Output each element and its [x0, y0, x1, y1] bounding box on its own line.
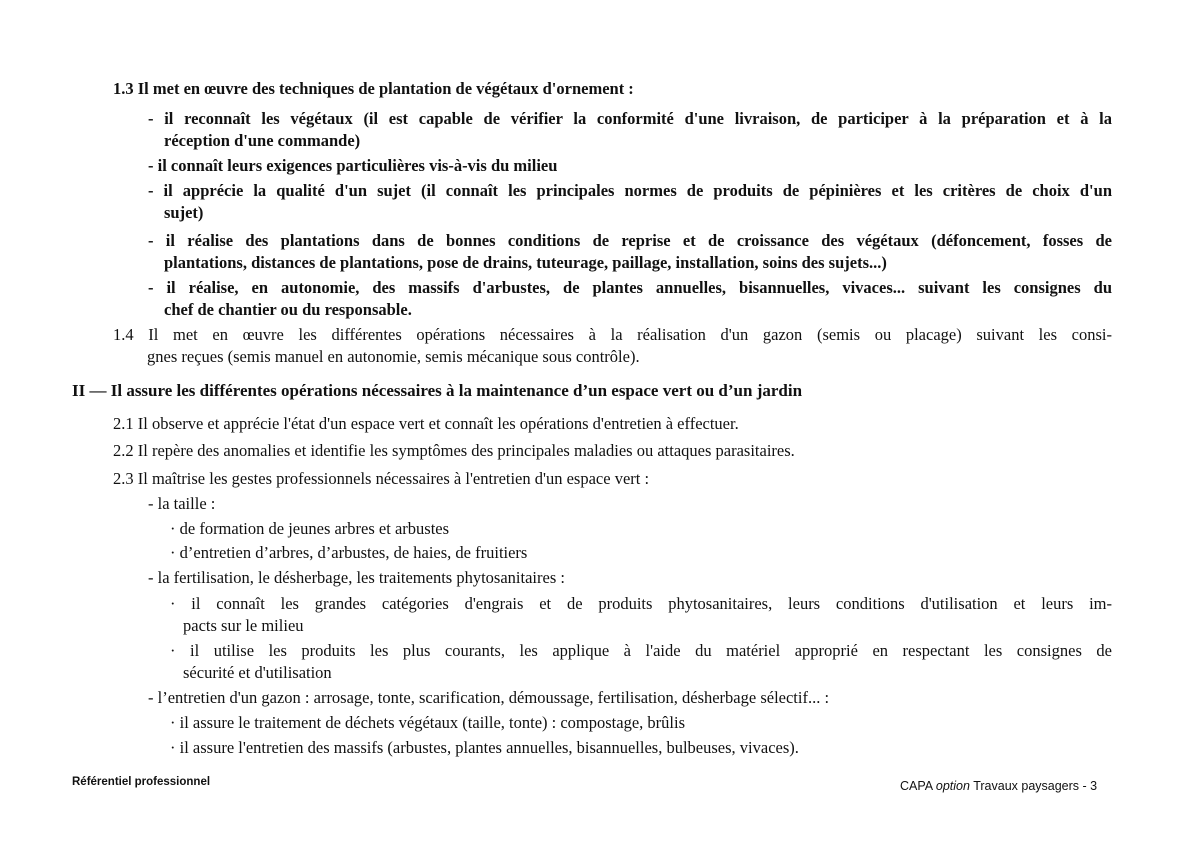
item-1-3-e: - il réalise, en autonomie, des massifs d'arbustes, de plantes annuelles, bisannuelles, vivaces... suivant les consignes du: [148, 278, 1112, 297]
item-1-3-c-cont: sujet): [164, 203, 204, 222]
item-taille: - la taille :: [148, 494, 216, 513]
heading-section-II: II — Il assure les différentes opérations nécessaires à la maintenance d’un espace vert ou d’un jardin: [72, 381, 803, 400]
item-fertilisation-produits-cont: sécurité et d'utilisation: [183, 663, 332, 682]
footer-left: Référentiel professionnel: [72, 776, 211, 788]
item-1-3-c: - il apprécie la qualité d'un sujet (il connaît les principales normes de produits de pépinières et les critères de choix d'un: [148, 181, 1112, 200]
item-1-3-a-cont: réception d'une commande): [164, 131, 361, 150]
item-1-3-b: - il connaît leurs exigences particulières vis-à-vis du milieu: [148, 156, 558, 175]
item-1-3-e-cont: chef de chantier ou du responsable.: [164, 300, 412, 319]
item-1-3-d-cont: plantations, distances de plantations, pose de drains, tuteurage, paillage, installation, soins des sujets...): [164, 253, 887, 272]
text-1-4: 1.4 Il met en œuvre les différentes opérations nécessaires à la réalisation d'un gazon (semis ou placage) suivant les consi-: [113, 325, 1112, 344]
footer-right: [900, 779, 1097, 793]
item-fertilisation: - la fertilisation, le désherbage, les traitements phytosanitaires :: [148, 568, 565, 587]
item-fertilisation-engrais-cont: pacts sur le milieu: [183, 616, 304, 635]
text-1-4-cont: gnes reçues (semis manuel en autonomie, semis mécanique sous contrôle).: [147, 347, 640, 366]
item-1-3-d: - il réalise des plantations dans de bonnes conditions de reprise et de croissance des végétaux (défoncement, fosses de: [148, 231, 1112, 250]
item-taille-formation: · de formation de jeunes arbres et arbustes: [170, 519, 450, 538]
text-2-2: 2.2 Il repère des anomalies et identifie les symptômes des principales maladies ou attaques parasitaires.: [113, 441, 795, 460]
item-fertilisation-produits: · il utilise les produits les plus courants, les applique à l'aide du matériel approprié en respectant les consignes de: [170, 641, 1112, 660]
text-2-1: 2.1 Il observe et apprécie l'état d'un espace vert et connaît les opérations d'entretien à effectuer.: [113, 414, 739, 433]
footer-right-prefix: CAPA: [900, 779, 936, 793]
item-gazon: - l’entretien d'un gazon : arrosage, tonte, scarification, démoussage, fertilisation, désherbage sélectif... :: [148, 688, 830, 707]
footer-right-suffix: Travaux paysagers - 3: [969, 779, 1098, 793]
item-fertilisation-engrais: · il connaît les grandes catégories d'engrais et de produits phytosanitaires, leurs conditions d'utilisation et leurs im-: [170, 594, 1112, 613]
item-taille-entretien: · d’entretien d’arbres, d’arbustes, de haies, de fruitiers: [170, 543, 528, 562]
item-1-3-a: - il reconnaît les végétaux (il est capable de vérifier la conformité d'une livraison, de participer à la préparation et à la: [148, 109, 1112, 128]
footer-right-italic: option: [935, 779, 970, 793]
heading-1-3: 1.3 Il met en œuvre des techniques de plantation de végétaux d'ornement :: [113, 79, 634, 98]
heading-2-3: 2.3 Il maîtrise les gestes professionnels nécessaires à l'entretien d'un espace vert :: [113, 469, 650, 488]
item-gazon-massifs: · il assure l'entretien des massifs (arbustes, plantes annuelles, bisannuelles, bulbeuses, vivaces).: [170, 738, 799, 757]
item-gazon-dechets: · il assure le traitement de déchets végétaux (taille, tonte) : compostage, brûlis: [170, 713, 685, 732]
